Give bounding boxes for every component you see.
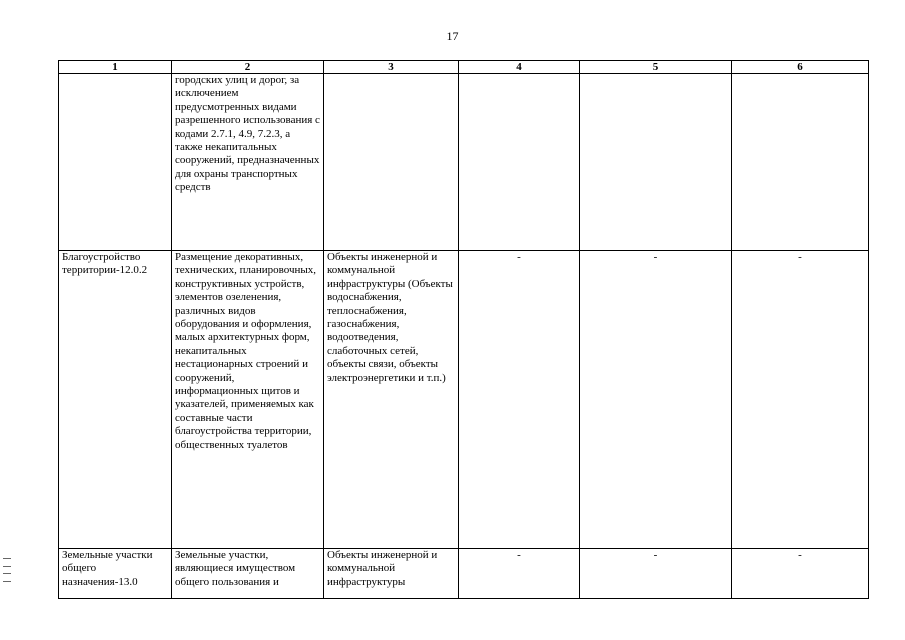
table-row xyxy=(59,74,869,251)
zoning-table xyxy=(58,60,869,599)
parameter-cell-4: - xyxy=(459,251,580,549)
land-use-name-cell xyxy=(59,74,172,251)
table-header-row xyxy=(59,61,869,74)
table-row xyxy=(59,549,869,599)
parameter-cell-4 xyxy=(459,74,580,251)
column-header-4: 4 xyxy=(459,61,580,74)
parameter-cell-6 xyxy=(732,74,869,251)
land-use-description-cell: Земельные участки, являющиеся имуществом общего пользования и xyxy=(172,549,324,599)
parameter-cell-5: - xyxy=(580,251,732,549)
margin-binding-mark xyxy=(3,558,11,582)
parameter-cell-5: - xyxy=(580,549,732,599)
land-use-description-cell: Размещение декоративных, технических, планировочных, конструктивных устройств, элементов озеленения, различных видов оборудования и оформления, малых архитектурных форм, некапитальных нестационарных строений и сооружений, информационных щитов и указателей, применяемых как составные части благоустройства территории, общественных туалетов xyxy=(172,251,324,549)
column-header-2: 2 xyxy=(172,61,324,74)
parameter-cell-4: - xyxy=(459,549,580,599)
column-header-1: 1 xyxy=(59,61,172,74)
table-row xyxy=(59,251,869,549)
column-header-5: 5 xyxy=(580,61,732,74)
land-use-description-cell: городских улиц и дорог, за исключением предусмотренных видами разрешенного использования с кодами 2.7.1, 4.9, 7.2.3, а также некапитальных сооружений, предназначенных для охраны транспортных средств xyxy=(172,74,324,251)
column-header-3: 3 xyxy=(324,61,459,74)
auxiliary-use-cell xyxy=(324,74,459,251)
parameter-cell-6: - xyxy=(732,549,869,599)
parameter-cell-5 xyxy=(580,74,732,251)
column-header-6: 6 xyxy=(732,61,869,74)
page-number: 17 xyxy=(446,29,459,43)
land-use-name-cell: Благоустройство территории-12.0.2 xyxy=(59,251,172,549)
land-use-name-cell: Земельные участки общего назначения-13.0 xyxy=(59,549,172,599)
auxiliary-use-cell: Объекты инженерной и коммунальной инфраструктуры (Объекты водоснабжения, теплоснабжения, газоснабжения, водоотведения, слаботочных сетей, объекты связи, объекты электроэнергетики и т.п.) xyxy=(324,251,459,549)
auxiliary-use-cell: Объекты инженерной и коммунальной инфраструктуры xyxy=(324,549,459,599)
parameter-cell-6: - xyxy=(732,251,869,549)
